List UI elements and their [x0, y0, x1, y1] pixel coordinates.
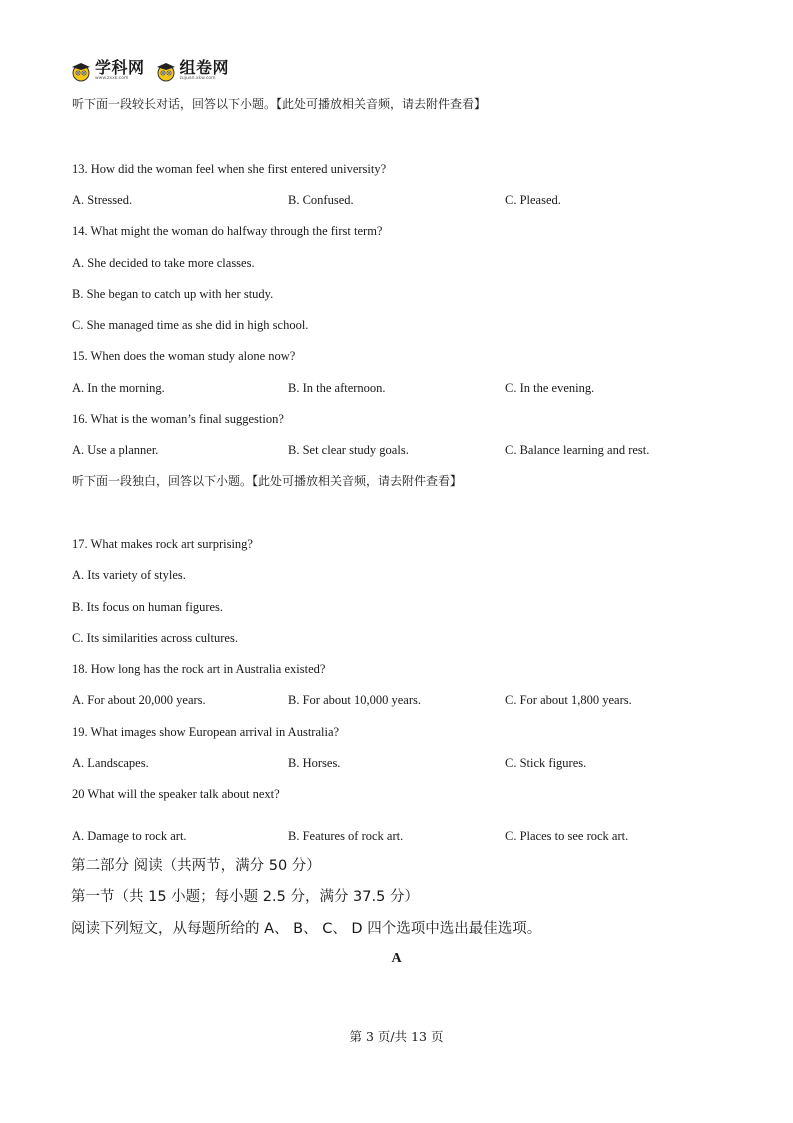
question-20: 20 What will the speaker talk about next?	[72, 787, 280, 801]
option-b: B. In the afternoon.	[288, 381, 386, 395]
question-18-options	[72, 692, 722, 708]
question-16-options	[72, 442, 722, 458]
option-c: C. Stick figures.	[505, 756, 587, 770]
option-c: C. Balance learning and rest.	[505, 443, 650, 457]
option-c: C. She managed time as she did in high school.	[72, 318, 309, 332]
passage-label: A	[391, 951, 402, 966]
option-a: A. For about 20,000 years.	[72, 693, 206, 707]
question-20-options	[72, 828, 722, 844]
question-19-options	[72, 755, 722, 771]
option-a: A. Use a planner.	[72, 443, 159, 457]
graduation-cap-mascot-icon	[70, 60, 92, 82]
option-b: B. Confused.	[288, 193, 354, 207]
reading-instruction: 阅读下列短文，从每题所给的 A、 B、 C、 D 四个选项中选出最佳选项。	[71, 921, 542, 937]
graduation-cap-mascot-icon	[155, 60, 177, 82]
logo-url: zujuan.xkw.com	[179, 76, 216, 82]
question-15: 15. When does the woman study alone now?	[72, 349, 296, 363]
option-c: C. Places to see rock art.	[505, 829, 629, 843]
option-a: A. Damage to rock art.	[72, 829, 187, 843]
option-b: B. For about 10,000 years.	[288, 693, 421, 707]
option-c: C. For about 1,800 years.	[505, 693, 632, 707]
monologue-instruction: 听下面一段独白，回答以下小题。【此处可播放相关音频，请去附件查看】	[72, 474, 463, 488]
question-17: 17. What makes rock art surprising?	[72, 537, 253, 551]
question-13: 13. How did the woman feel when she first entered university?	[72, 162, 387, 176]
option-b: B. Horses.	[288, 756, 341, 770]
question-14: 14. What might the woman do halfway through the first term?	[72, 224, 383, 238]
logo-url: www.zxxk.com	[95, 76, 129, 82]
option-a: A. Landscapes.	[72, 756, 149, 770]
option-c: C. Pleased.	[505, 193, 561, 207]
option-a: A. Stressed.	[72, 193, 133, 207]
option-b: B. She began to catch up with her study.	[72, 287, 274, 301]
option-b: B. Set clear study goals.	[288, 443, 409, 457]
option-c: C. Its similarities across cultures.	[72, 631, 238, 645]
question-18: 18. How long has the rock art in Australia existed?	[72, 662, 326, 676]
logo-xuekewang	[70, 60, 145, 82]
option-c: C. In the evening.	[505, 381, 595, 395]
question-15-options	[72, 380, 722, 396]
question-13-options	[72, 192, 722, 208]
option-b: B. Its focus on human figures.	[72, 600, 224, 614]
option-b: B. Features of rock art.	[288, 829, 404, 843]
option-a: A. In the morning.	[72, 381, 165, 395]
header-logos	[70, 58, 229, 84]
logo-name: 学科网	[95, 58, 145, 78]
section1-title: 第一节（共 15 小题；每小题 2.5 分，满分 37.5 分）	[71, 889, 419, 905]
question-16: 16. What is the woman’s final suggestion?	[72, 412, 284, 426]
logo-zujuanwang	[155, 60, 230, 82]
logo-name: 组卷网	[179, 58, 230, 78]
part2-title: 第二部分 阅读（共两节，满分 50 分）	[71, 858, 321, 874]
option-a: A. Its variety of styles.	[72, 568, 186, 582]
dialogue-instruction: 听下面一段较长对话，回答以下小题。【此处可播放相关音频，请去附件查看】	[72, 97, 487, 111]
page-number: 第 3 页/共 13 页	[349, 1029, 444, 1044]
option-a: A. She decided to take more classes.	[72, 256, 255, 270]
question-19: 19. What images show European arrival in Australia?	[72, 725, 340, 739]
